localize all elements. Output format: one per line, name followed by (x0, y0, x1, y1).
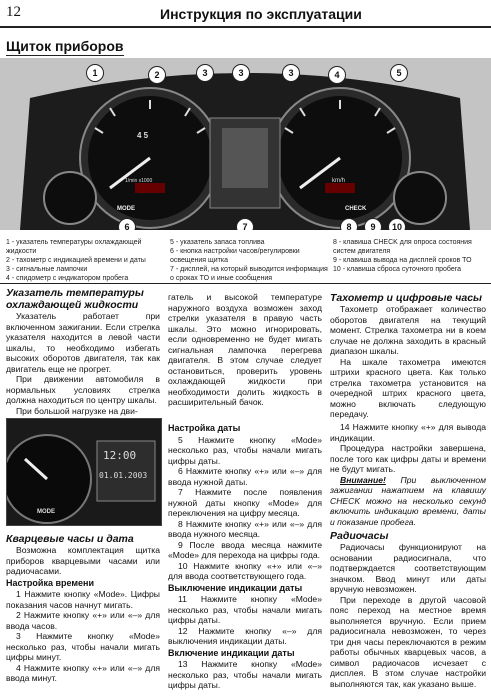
step: 5 Нажмите кнопку «Mode» несколько раз, чтобы начали мигать цифры даты. (168, 434, 322, 466)
legend-col-2 (170, 238, 330, 283)
step: 4 Нажмите кнопку «+» или «–» для ввода минут. (6, 662, 160, 683)
step: 12 Нажмите кнопку «–» для выключения индикации даты. (168, 625, 322, 646)
mode-button-label: MODE (117, 206, 135, 212)
paragraph: Тахометр отображает количество оборотов двигателя на текущий момент. Стрелка тахометра ни в коем случае не должна заходить в красный диапазон шкалы. (330, 304, 486, 356)
quartz-clock-heading: Кварцевые часы и дата (6, 533, 134, 545)
instrument-panel-photo (0, 58, 491, 230)
legend-item: 1 - указатель температуры охлаждающей жидкости (6, 239, 142, 255)
callout-3b: 3 (232, 64, 250, 82)
clock-display-photo (6, 418, 162, 526)
date-on-heading: Включение индикации даты (168, 647, 295, 658)
callout-8: 8 (340, 218, 358, 230)
dashboard-illustration (0, 58, 491, 230)
callout-4: 4 (328, 66, 346, 84)
step: 3 Нажмите кнопку «Mode» несколько раз, чтобы начали мигать цифры минут. (6, 631, 160, 662)
callout-2: 2 (148, 66, 166, 84)
callout-9: 9 (364, 218, 382, 230)
warning-text: При выключенном зажигании нажатием на клавишу CHECK можно на несколько секунд включить индикацию времени, даты и показание пробега. (330, 474, 486, 527)
warning-label: Внимание! (340, 474, 386, 485)
date-off-heading: Выключение индикации даты (168, 582, 303, 593)
legend-item: 6 - кнопка настройки часов/регулировки освещения щитка (170, 248, 300, 264)
callout-3: 3 (196, 64, 214, 82)
legend-item: 2 - тахометр с индикацией времени и даты (6, 257, 146, 264)
tachometer-heading: Тахометр и цифровые часы (330, 292, 482, 304)
step: 14 Нажмите кнопку «+» для вывода индикации. (330, 422, 486, 443)
tachometer-section (330, 292, 486, 420)
radio-clock-heading: Радиочасы (330, 530, 389, 542)
paragraph: При переходе в другой часовой пояс переход на местное время выполняется вручную. Если прием радиосигнала невозможен, то через три дня часы переключаются в режим работы обычных кварцевых часов, а символ радиочасов исчезает с дисплея. В этом случае настройки выполняются так, как указано выше. (330, 594, 486, 689)
step: 9 После ввода месяца нажмите «Mode» для перехода на цифры года. (168, 539, 322, 560)
callout-3c: 3 (282, 64, 300, 82)
legend-item: 10 - клавиша сброса суточного пробега (333, 266, 462, 273)
paragraph: При движении автомобиля в нормальных условиях стрелка должна находиться по центру шкалы. (6, 374, 160, 405)
paragraph: На шкале тахометра имеются штрихи красного цвета. Как только стрелка тахометра установится на очередной штрих красного цвета, можно включать следующую передачу. (330, 356, 486, 419)
step: 8 Нажмите кнопку «+» или «–» для ввода нужного месяца. (168, 518, 322, 539)
temp-gauge-text (6, 311, 160, 416)
time-setup-heading: Настройка времени (6, 577, 95, 588)
step: 1 Нажмите кнопку «Mode». Цифры показания часов начнут мигать. (6, 589, 160, 610)
section-title: Щиток приборов (6, 38, 124, 54)
header-rule (0, 26, 491, 28)
legend-item: 5 - указатель запаса топлива (170, 239, 265, 246)
legend-item: 7 - дисплей, на который выводится информация о сроках ТО и иные сообщения (170, 266, 328, 282)
paragraph: Радиочасы функционируют на основании радиосигнала, что подтверждается соответствующим значком. Ввод минут или даты вручную невозможен. (330, 542, 486, 594)
running-title: Инструкция по эксплуатации (160, 6, 362, 22)
clock-date-readout: 01.01.2003 (99, 471, 148, 480)
tach-scale-text: 4 5 (137, 131, 149, 140)
legend-item: 8 - клавиша CHECK для опроса состояния систем двигателя (333, 239, 472, 255)
paragraph: гатель и высокой температуре наружного воздуха возможен заход стрелки указателя в правую часть шкалы. Это можно игнорировать, если одновременно не будет мигать сигнальная лампочка перегрева двигателя. В этом случае следует остановиться, проверить уровень охлаждающей жидкости при необходимости долить жидкость в расширительный бачок. (168, 292, 322, 407)
quartz-clock-section (6, 533, 160, 684)
step: 6 Нажмите кнопку «+» или «–» для ввода нужной даты. (168, 466, 322, 487)
callout-6: 6 (118, 218, 136, 230)
date-setup-heading: Настройка даты (168, 423, 241, 433)
page-number: 12 (6, 4, 21, 20)
paragraph: Процедура настройки завершена, после того как цифры даты и времени не будут мигать. (330, 443, 486, 474)
step: 10 Нажмите кнопку «+» или «–» для ввода соответствующего года. (168, 560, 322, 581)
paragraph: При большой нагрузке на дви- (16, 405, 138, 416)
legend-rule (0, 283, 491, 284)
check-button-label: CHECK (345, 206, 367, 212)
callout-10: 10 (388, 218, 406, 230)
legend-item: 3 - сигнальные лампочки (6, 266, 88, 273)
legend-col-3 (333, 238, 487, 274)
speed-unit-text: km/h (332, 178, 346, 184)
legend-item: 4 - спидометр с индикатором пробега (6, 275, 129, 282)
paragraph: Указатель работает при включенном зажигании. Если стрелка указателя находится в левой части шкалы, то необходимо избегать высоких оборотов двигателя, так как двигатель еще не прогрет. (6, 311, 160, 374)
step: 11 Нажмите кнопку «Mode» несколько раз, чтобы начали мигать цифры даты. (168, 594, 322, 625)
step: 2 Нажмите кнопку «+» или «–» для ввода часов. (6, 610, 160, 631)
temp-gauge-continued (168, 292, 322, 408)
callout-7: 7 (236, 218, 254, 230)
paragraph: Возможна комплектация щитка приборов кварцевыми часами или радиочасами. (6, 545, 160, 576)
legend-item: 9 - клавиша вывода на дисплей сроков ТО (333, 257, 472, 264)
tach-unit-text: 1/min x1000 (125, 178, 153, 184)
callout-1: 1 (86, 64, 104, 82)
step: 7 Нажмите после появления нужной даты кнопку «Mode» для переключения на цифру месяца. (168, 487, 322, 518)
temp-gauge-section (6, 287, 160, 416)
legend-col-1 (6, 238, 166, 283)
callout-5: 5 (390, 64, 408, 82)
clock-time-readout: 12:00 (103, 449, 137, 462)
date-setup-section (168, 422, 322, 691)
mode-label: MODE (37, 509, 55, 515)
step: 13 Нажмите кнопку «Mode» несколько раз, чтобы начали мигать цифры даты. (168, 659, 322, 690)
temp-gauge-heading: Указатель температуры охлаждающей жидкости (6, 287, 144, 311)
final-column (330, 422, 486, 689)
tachometer-text (330, 304, 486, 420)
